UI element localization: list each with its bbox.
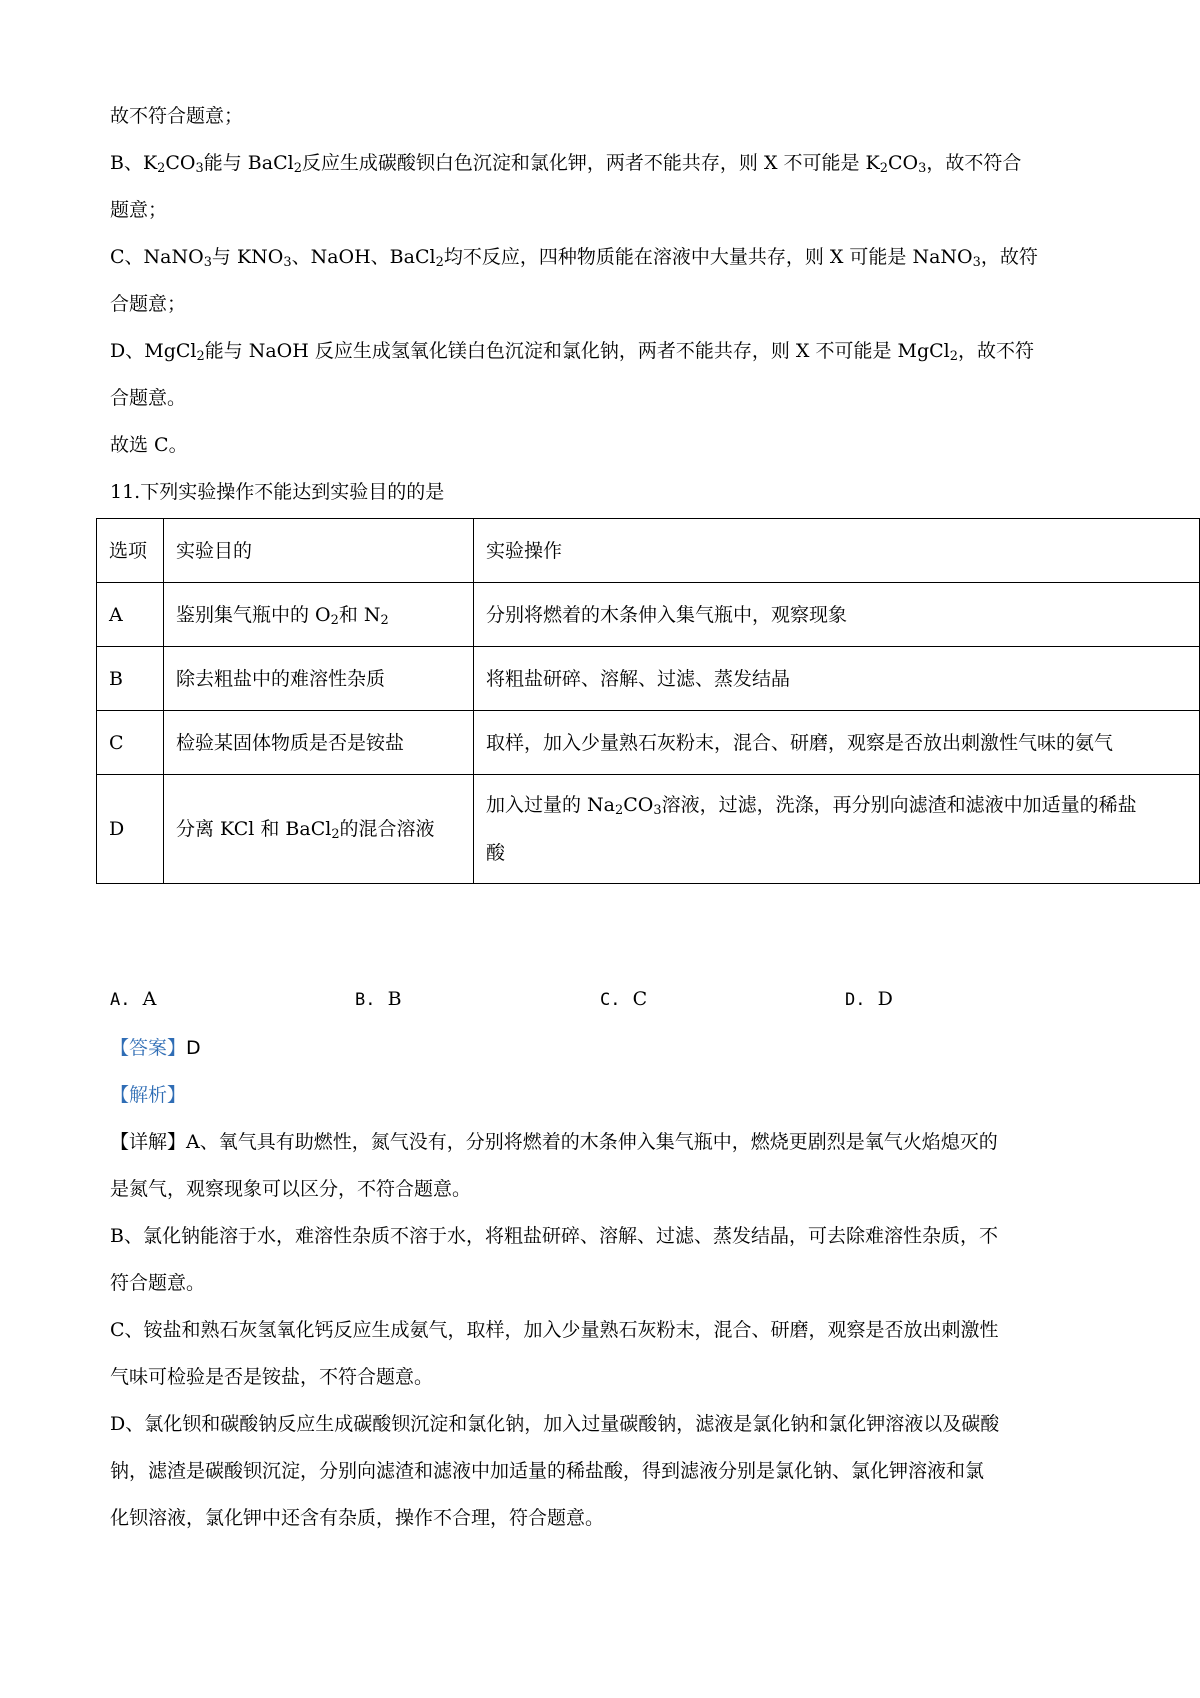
option-c[interactable]: C. C: [600, 988, 648, 1010]
detail-line-9: 化钡溶液，氯化钾中还含有杂质，操作不合理，符合题意。: [110, 1507, 605, 1529]
analysis-label: 【解析】: [110, 1084, 187, 1106]
row-b-option: B: [97, 647, 164, 711]
table-row: [97, 647, 1200, 711]
row-c-option: C: [97, 711, 164, 775]
row-c-goal: 检验某固体物质是否是铵盐: [164, 711, 474, 775]
row-c-operation: 取样，加入少量熟石灰粉末，混合、研磨，观察是否放出刺激性气味的氨气: [474, 711, 1200, 775]
answer-value: D: [186, 1037, 201, 1059]
row-a-operation: 分别将燃着的木条伸入集气瓶中，观察现象: [474, 583, 1200, 647]
intro-option-c-cont: 合题意；: [110, 293, 187, 315]
answer-label: 【答案】: [110, 1037, 187, 1059]
answer-line: [110, 1035, 201, 1061]
question-title: 11.下列实验操作不能达到实验目的的是: [110, 481, 445, 503]
intro-line-1: 故不符合题意；: [110, 105, 244, 127]
answer-options: [110, 988, 1110, 1014]
detail-line-3: B、氯化钠能溶于水，难溶性杂质不溶于水，将粗盐研碎、溶解、过滤、蒸发结晶，可去除难溶性杂质，不: [110, 1225, 998, 1247]
detail-line-2: 是氮气，观察现象可以区分，不符合题意。: [110, 1178, 472, 1200]
intro-option-d-cont: 合题意。: [110, 387, 187, 409]
detail-line-5: C、铵盐和熟石灰氢氧化钙反应生成氨气，取样，加入少量熟石灰粉末，混合、研磨，观察是否放出刺激性: [110, 1319, 999, 1341]
experiment-table: [96, 518, 1200, 884]
row-b-operation: 将粗盐研碎、溶解、过滤、蒸发结晶: [474, 647, 1200, 711]
table-row: [97, 711, 1200, 775]
option-b[interactable]: B. B: [355, 988, 402, 1010]
option-d[interactable]: D. D: [845, 988, 893, 1010]
intro-choose: 故选 C。: [110, 434, 188, 456]
row-d-operation: 加入过量的 $Na_2CO_3$溶液，过滤，洗涤，再分别向滤渣和滤液中加适量的稀盐 酸: [474, 775, 1200, 884]
row-a-option: A: [97, 583, 164, 647]
row-b-goal: 除去粗盐中的难溶性杂质: [164, 647, 474, 711]
detail-line-6: 气味可检验是否是铵盐，不符合题意。: [110, 1366, 434, 1388]
table-row: [97, 775, 1200, 884]
intro-option-b: B、$K_2CO_3$能与 BaCl$_2$反应生成碳酸钡白色沉淀和氯化钾，两者不能共存，则 X 不可能是 $K_2CO_3$，故不符合: [110, 152, 1022, 177]
header-goal: 实验目的: [164, 519, 474, 583]
row-d-option: D: [97, 775, 164, 884]
intro-option-b-cont: 题意；: [110, 199, 168, 221]
option-a[interactable]: A. A: [110, 988, 157, 1010]
intro-option-c: C、NaNO$_3$与 $KNO_3$、NaOH、BaCl$_2$均不反应，四种物质能在溶液中大量共存，则 X 可能是 NaNO$_3$，故符: [110, 246, 1038, 271]
detail-line-4: 符合题意。: [110, 1272, 206, 1294]
header-option: 选项: [97, 519, 164, 583]
table-row: [97, 583, 1200, 647]
header-operation: 实验操作: [474, 519, 1200, 583]
row-d-goal: 分离 KCl 和 BaCl$_2$的混合溶液: [164, 775, 474, 884]
detail-line-7: D、氯化钡和碳酸钠反应生成碳酸钡沉淀和氯化钠，加入过量碳酸钠，滤液是氯化钠和氯化钾溶液以及碳酸: [110, 1413, 1000, 1435]
intro-option-d: D、MgCl$_2$能与 NaOH 反应生成氢氧化镁白色沉淀和氯化钠，两者不能共存，则 X 不可能是 MgCl$_2$，故不符: [110, 340, 1034, 365]
row-a-goal: 鉴别集气瓶中的 $O_2$和 $N_2$: [164, 583, 474, 647]
table-header-row: [97, 519, 1200, 583]
detail-line-8: 钠，滤渣是碳酸钡沉淀，分别向滤渣和滤液中加适量的稀盐酸，得到滤液分别是氯化钠、氯化钾溶液和氯: [110, 1460, 985, 1482]
detail-line-1: 【详解】A、氧气具有助燃性，氮气没有，分别将燃着的木条伸入集气瓶中，燃烧更剧烈是氧气火焰熄灭的: [110, 1131, 998, 1153]
